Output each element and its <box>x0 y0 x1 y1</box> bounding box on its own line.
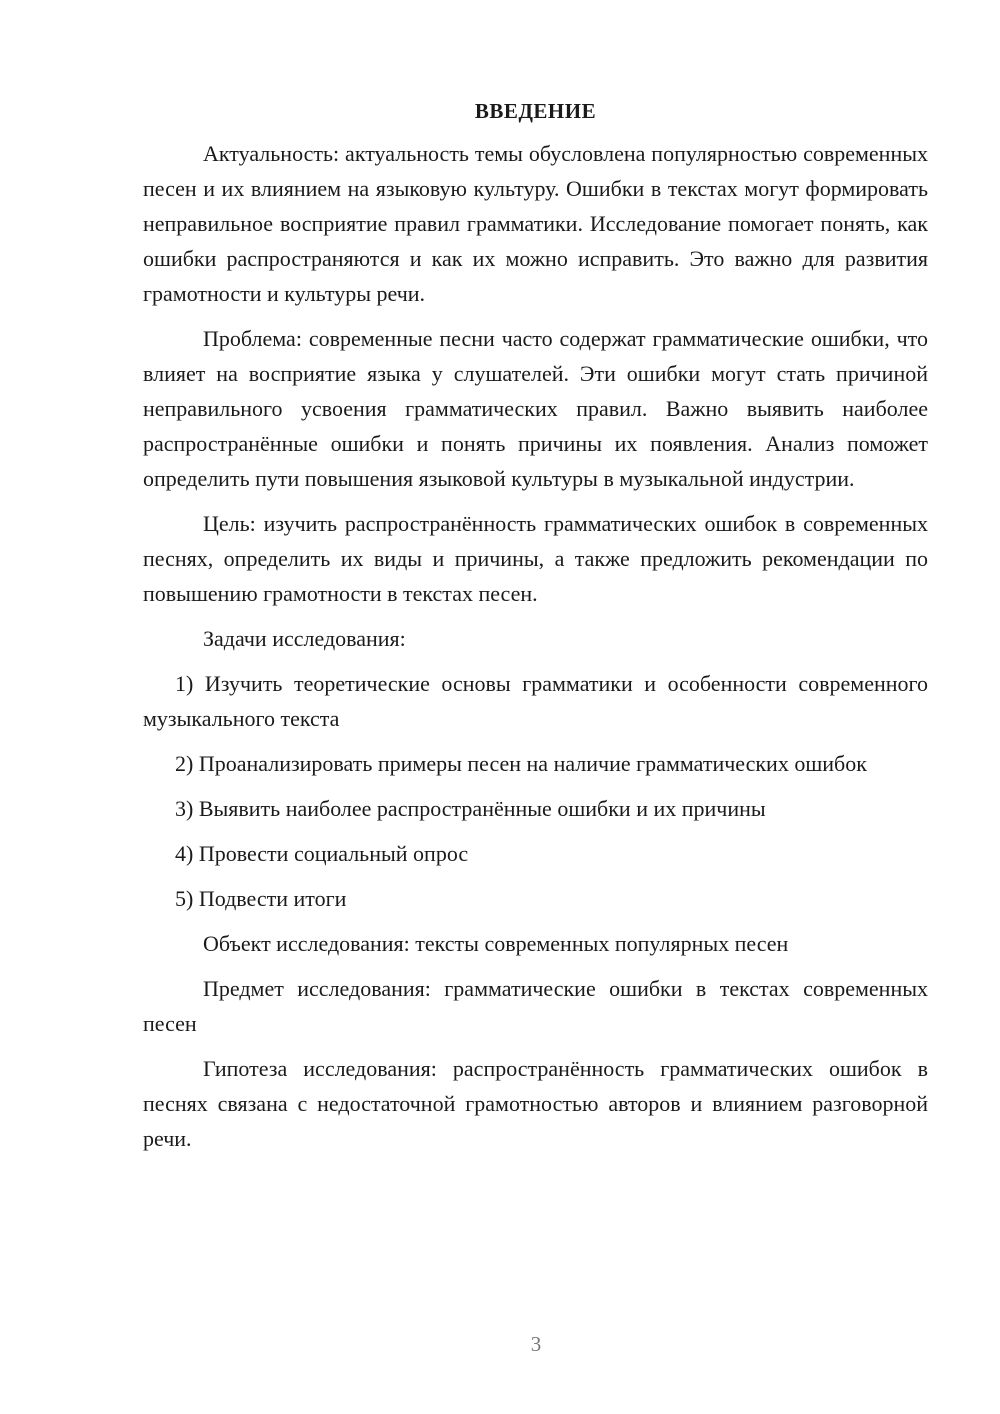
task-item-2: 2) Проанализировать примеры песен на наличие грамматических ошибок <box>175 751 867 776</box>
problem-paragraph: Проблема: современные песни часто содержат грамматические ошибки, что влияет на восприятие языка у слушателей. Эти ошибки могут стать причиной неправильного усвоения грамматических правил. Важно выявить наиболее распространённые ошибки и понять причины их появления. Анализ поможет определить пути повышения языковой культуры в музыкальной индустрии. <box>143 326 928 491</box>
task-item-1: 1) Изучить теоретические основы грамматики и особенности современного музыкального текста <box>143 671 928 731</box>
page-content <box>143 96 928 1166</box>
subject-paragraph: Предмет исследования: грамматические ошибки в текстах современных песен <box>143 976 928 1036</box>
hypothesis-paragraph: Гипотеза исследования: распространённость грамматических ошибок в песнях связана с недостаточной грамотностью авторов и влиянием разговорной речи. <box>143 1056 928 1151</box>
task-item-4: 4) Провести социальный опрос <box>175 841 469 866</box>
task-item-3: 3) Выявить наиболее распространённые ошибки и их причины <box>175 796 766 821</box>
tasks-heading: Задачи исследования: <box>203 626 406 651</box>
object-paragraph: Объект исследования: тексты современных популярных песен <box>203 931 789 956</box>
page-number: 3 <box>530 1332 542 1356</box>
relevance-paragraph: Актуальность: актуальность темы обусловлена популярностью современных песен и их влиянием на языковую культуру. Ошибки в текстах могут формировать неправильное восприятие правил грамматики. Исследование помогает понять, как ошибки распространяются и как их можно исправить. Это важно для развития грамотности и культуры речи. <box>143 141 928 306</box>
section-title: ВВЕДЕНИЕ <box>474 99 597 123</box>
task-item-5: 5) Подвести итоги <box>175 886 347 911</box>
goal-paragraph: Цель: изучить распространённость грамматических ошибок в современных песнях, определить их виды и причины, а также предложить рекомендации по повышению грамотности в текстах песен. <box>143 511 928 606</box>
